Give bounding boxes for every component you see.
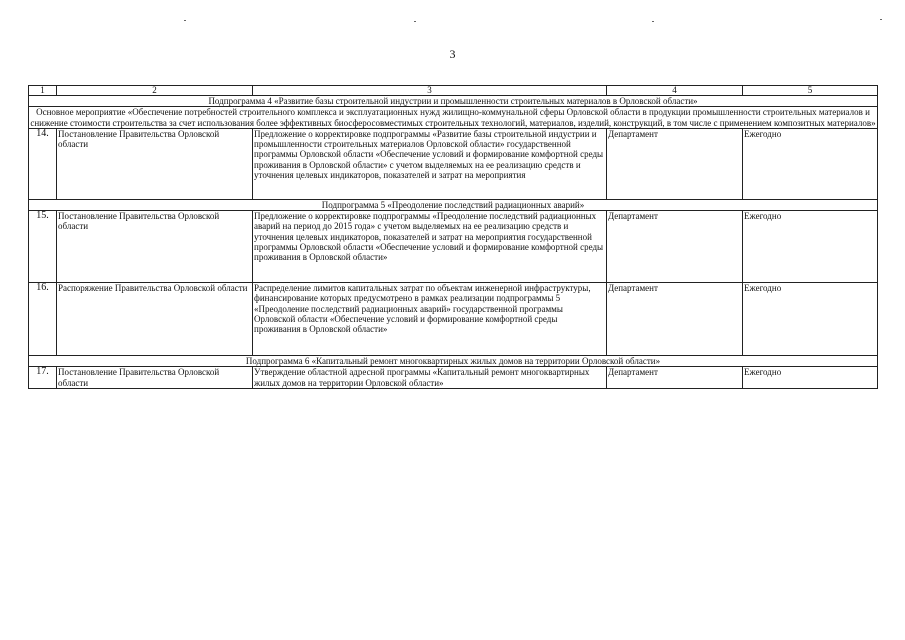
row-number: 16. <box>29 283 57 356</box>
responsible-executor: Департамент <box>607 367 743 389</box>
column-header-4: 4 <box>607 86 743 96</box>
legal-act-type: Постановление Правительства Орловской области <box>57 211 253 283</box>
column-header-3: 3 <box>253 86 607 96</box>
execution-term: Ежегодно <box>743 367 878 389</box>
scan-speck <box>414 21 416 22</box>
measure-description: Утверждение областной адресной программы «Капитальный ремонт многоквартирных жилых домов на территории Орловской области» <box>253 367 607 389</box>
column-header-row <box>29 86 878 96</box>
row-number: 14. <box>29 128 57 199</box>
table-row <box>29 128 878 199</box>
page-number: 3 <box>449 47 456 61</box>
column-header-1: 1 <box>29 86 57 96</box>
execution-term: Ежегодно <box>743 128 878 199</box>
subprogram-title: Подпрограмма 5 «Преодоление последствий радиационных аварий» <box>29 199 878 210</box>
scan-speck <box>880 19 882 20</box>
column-header-2: 2 <box>57 86 253 96</box>
table-row <box>29 367 878 389</box>
legal-act-type: Распоряжение Правительства Орловской области <box>57 283 253 356</box>
legal-act-type: Постановление Правительства Орловской области <box>57 128 253 199</box>
responsible-executor: Департамент <box>607 128 743 199</box>
subprogram-title-row <box>29 199 878 210</box>
subprogram-title-row <box>29 356 878 367</box>
measure-description: Распределение лимитов капитальных затрат по объектам инженерной инфраструктуры, финансирование которых предусмотрено в рамках реализации подпрограммы 5 «Преодоление последствий радиационных аварий» государственной программы Орловской области «Обеспечение условий и формирование комфортной среды проживания в Орловской области» <box>253 283 607 356</box>
execution-term: Ежегодно <box>743 283 878 356</box>
measures-table <box>28 85 878 389</box>
subprogram-title: Подпрограмма 6 «Капитальный ремонт многоквартирных жилых домов на территории Орловской области» <box>29 356 878 367</box>
column-header-5: 5 <box>743 86 878 96</box>
main-activity-text: Основное мероприятие «Обеспечение потребностей строительного комплекса и эксплуатационных нужд жилищно-коммунальной сферы Орловской области в продукции промышленности строительных материалов и снижение стоимости строительства за счет использования более эффективных биосферосовместимых строительных технологий, материалов, изделий, конструкций, в том числе с применением композитных материалов» <box>30 107 876 128</box>
responsible-executor: Департамент <box>607 283 743 356</box>
legal-act-type: Постановление Правительства Орловской области <box>57 367 253 389</box>
scan-speck <box>652 21 654 22</box>
measure-description: Предложение о корректировке подпрограммы «Преодоление последствий радиационных аварий на период до 2015 года» с учетом выделяемых на ее реализацию средств и уточнения целевых индикаторов, показателей и затрат на мероприятия государственной программы Орловской области «Обеспечение условий и формирование комфортной среды проживания в Орловской области» <box>253 211 607 283</box>
row-number: 15. <box>29 211 57 283</box>
table-body <box>29 86 878 389</box>
subprogram-title-row <box>29 96 878 107</box>
main-activity-row <box>29 107 878 129</box>
execution-term: Ежегодно <box>743 211 878 283</box>
table-row <box>29 211 878 283</box>
row-number: 17. <box>29 367 57 389</box>
measure-description: Предложение о корректировке подпрограммы «Развитие базы строительной индустрии и промышленности строительных материалов Орловской области» государственной программы Орловской области «Обеспечение условий и формирование комфортной среды проживания в Орловской области» с учетом выделяемых на ее реализацию средств и уточнения целевых индикаторов, показателей и затрат на мероприятия <box>253 128 607 199</box>
responsible-executor: Департамент <box>607 211 743 283</box>
table-row <box>29 283 878 356</box>
subprogram-title: Подпрограмма 4 «Развитие базы строительной индустрии и промышленности строительных материалов в Орловской области» <box>29 96 878 107</box>
scan-speck <box>184 20 186 21</box>
